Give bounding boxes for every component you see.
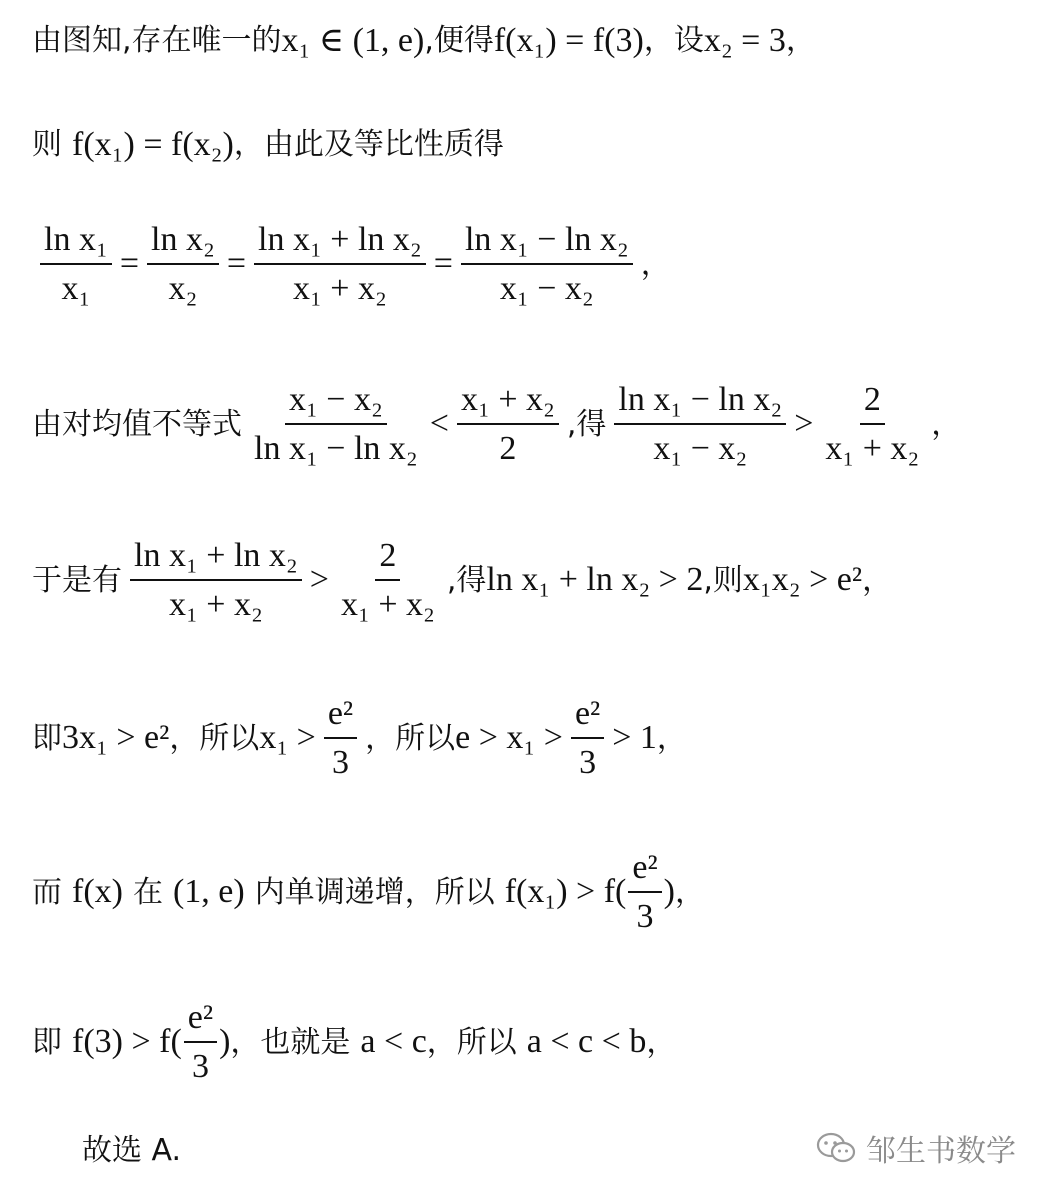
numerator: ln x₁ − ln x₂ — [614, 380, 786, 425]
fraction — [628, 848, 661, 936]
text: ，设 — [643, 23, 704, 59]
fraction — [254, 220, 426, 308]
numerator: x₁ − x₂ — [285, 380, 387, 425]
equals-sign: = — [433, 245, 453, 283]
numerator: e² — [324, 694, 357, 739]
math: f(x₁) = f(x₂) — [72, 126, 234, 163]
numerator: e² — [628, 848, 661, 893]
text: ， — [674, 874, 705, 910]
text: 即 — [32, 1024, 62, 1060]
fraction — [250, 380, 422, 468]
text: ，也就是 — [230, 1024, 351, 1060]
math: ) — [663, 873, 675, 911]
numerator: ln x₁ − ln x₂ — [461, 220, 633, 265]
math: f(3) > f( — [72, 1023, 182, 1061]
text: 由对均值不等式 — [32, 406, 242, 442]
math: x₁ > — [259, 719, 316, 757]
numerator: 2 — [860, 380, 885, 425]
numerator: ln x₂ — [147, 220, 219, 265]
fraction — [461, 220, 633, 308]
fraction — [337, 536, 439, 624]
math: a < c — [360, 1023, 427, 1061]
denominator: 3 — [331, 744, 349, 782]
text: ,便得 — [424, 23, 494, 59]
numerator: ln x₁ + ln x₂ — [254, 220, 426, 265]
math: f(x) — [72, 873, 123, 911]
line-9 — [82, 1134, 181, 1167]
denominator: 3 — [636, 898, 654, 936]
denominator: x₂ — [168, 270, 198, 308]
fraction — [324, 694, 357, 782]
text: ,得 — [566, 406, 607, 442]
math: ln x₁ + ln x₂ > 2 — [486, 561, 704, 599]
text: 于是有 — [32, 562, 122, 598]
text: ， — [656, 720, 687, 756]
less-than-sign: < — [429, 405, 449, 443]
equals-sign: = — [119, 245, 139, 283]
numerator: ln x₁ + ln x₂ — [130, 536, 302, 581]
line-7 — [32, 848, 705, 936]
denominator: x₁ + x₂ — [292, 270, 387, 308]
text: ，所以 — [365, 720, 456, 756]
line-2 — [32, 126, 504, 163]
math: 3x₁ > e² — [62, 719, 170, 757]
numerator: e² — [571, 694, 604, 739]
denominator: 3 — [579, 744, 597, 782]
text: 在 — [132, 874, 163, 910]
denominator: x₁ + x₂ — [340, 586, 435, 624]
fraction — [40, 220, 112, 308]
text: 即 — [32, 720, 62, 756]
text: ， — [640, 246, 671, 282]
fraction — [571, 694, 604, 782]
fraction — [457, 380, 559, 468]
numerator: x₁ + x₂ — [457, 380, 559, 425]
line-1 — [32, 22, 816, 59]
math: x₂ = 3 — [703, 22, 786, 59]
numerator: e² — [184, 998, 217, 1043]
math: f(x₁) > f( — [504, 873, 627, 911]
math: x₁x₂ > e² — [742, 561, 863, 599]
denominator: 2 — [499, 430, 517, 468]
text: ,得 — [446, 562, 487, 598]
text: ，由此及等比性质得 — [233, 127, 504, 163]
fraction — [614, 380, 786, 468]
numerator: 2 — [375, 536, 400, 581]
equals-sign: = — [226, 245, 246, 283]
text: 则 — [32, 127, 62, 163]
fraction — [147, 220, 219, 308]
fraction — [821, 380, 923, 468]
line-5 — [32, 536, 892, 624]
math: f(x₁) = f(3) — [493, 22, 644, 59]
text: ， — [862, 562, 893, 598]
denominator: x₁ − x₂ — [653, 430, 748, 468]
denominator: x₁ − x₂ — [499, 270, 594, 308]
fraction — [130, 536, 302, 624]
text: 而 — [32, 874, 62, 910]
denominator: ln x₁ − ln x₂ — [254, 430, 418, 468]
numerator: ln x₁ — [40, 220, 112, 265]
watermark-text: 邹生书数学 — [866, 1134, 1016, 1169]
greater-than-sign: > — [794, 405, 814, 443]
line-6 — [32, 694, 687, 782]
text: 内单调递增，所以 — [254, 874, 495, 910]
denominator: 3 — [191, 1048, 209, 1086]
math: ) — [219, 1023, 231, 1061]
math: a < c < b — [526, 1023, 647, 1061]
math: > 1 — [612, 719, 657, 757]
watermark — [816, 1126, 1016, 1170]
line-3 — [32, 220, 671, 308]
text: ,则 — [703, 562, 743, 598]
text: ，所以 — [169, 720, 260, 756]
text: ， — [785, 23, 816, 59]
denominator: x₁ — [61, 270, 91, 308]
conclusion-text: 故选 A. — [82, 1133, 182, 1168]
line-8 — [32, 998, 676, 1086]
fraction — [184, 998, 217, 1086]
math: x₁ ∈ (1, e) — [281, 22, 425, 59]
text: ，所以 — [426, 1024, 517, 1060]
math: (1, e) — [172, 873, 245, 911]
denominator: x₁ + x₂ — [825, 430, 920, 468]
text: ， — [931, 406, 962, 442]
line-4 — [32, 380, 961, 468]
text: 由图知,存在唯一的 — [32, 23, 282, 59]
math: e > x₁ > — [455, 719, 563, 757]
denominator: x₁ + x₂ — [168, 586, 263, 624]
greater-than-sign: > — [309, 561, 329, 599]
text: ， — [646, 1024, 677, 1060]
wechat-icon — [816, 1131, 856, 1165]
